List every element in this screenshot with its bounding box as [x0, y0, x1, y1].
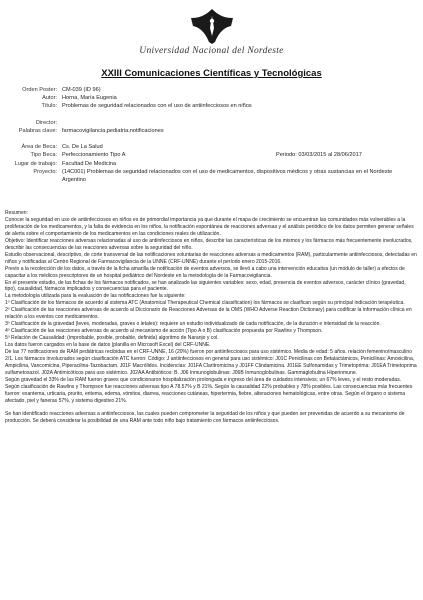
abstract-paragraph: Los datos fueron cargados en la base de datos (planilla en Microsoft Excel) del CRF-UNNE. — [5, 342, 211, 349]
meta-autor: Autor: Horna, María Eugenia — [42, 95, 117, 102]
abstract-paragraph: Objetivo: Identificar reacciones adversas relacionadas al uso de antiinfecciosos en niños, describir las características de los mismos y los fármacos más frecuentemente involucrados, describir las consecuencias de las reacciones adversas sobre la seguridad del niño. — [5, 237, 413, 251]
abstract-paragraph: Previo a la recolección de los datos, a través de la ficha amarilla de notificación de eventos adversos, se llevó a cabo una intervención educativa (un módulo de taller) a efectos de capacitar a los médicos prescriptores de un hospital pediátrico del Nordeste en la metodología de la Farmacovigilancia. — [5, 265, 405, 279]
abstract-body — [5, 210, 417, 425]
abstract-paragraph: De las 77 notificaciones de RAM pediátricas recibidas en el CRF-UNNE, 16 (20%) fueron por antiinfecciosos para uso sistémico. Media de edad: 5 años. relación femenino/masculino 2/1. Los fármacos involucrados según clasificación ATC fueron: Código: J antiinfecciosos en general para uso sistémico: J01C Penicilinas con Betalactámicos, Penicilinas: Amoxicilina, Ampicilina, Vancomicina, Piperacilina-Tazobactam. J01F Macrólidos. Incidencias: J01FA Claritromicina y J01FF Clindamicina. J01EE Sulfonamidas y Trimetoprima: J01EA Trimetoprima sulfametoxazol. J02A Antimicóticos para uso sistémico. J02AA Antibióticos: B. J06 Inmunoglobulinas: J06B Inmunoglobulinas. Gammaglobulina Hiperinmune. — [5, 349, 417, 376]
abstract-paragraph: 5º Relación de Causalidad: (improbable, posible, probable, definida) algoritmo de Naranjo y col. — [5, 335, 219, 342]
abstract-paragraph: Estudio observacional, descriptivo, de corte transversal de las notificaciones voluntarias de reacciones adversas a medicamentos (RAM), particularmente antiinfecciosos, detectadas en niños y notificadas al Centro Regional de Farmacovigilancia de la UNNE (CRF-UNNE) durante el período enero 2015-2016. — [5, 251, 417, 265]
abstract-heading: Resumen: — [5, 210, 29, 216]
conference-title: XXIII Comunicaciones Científicas y Tecnológicas — [101, 68, 322, 79]
meta-palabras: Palabras clave: farmacovigilancia,pediatria,notificaciones — [18, 127, 164, 134]
university-name: Universidad Nacional del Nordeste — [139, 46, 284, 56]
abstract-paragraph: 4º Clasificación de las reacciones adversas de acuerdo al mecanismo de acción (Tipo A o B) clasificación propuesta por Rawlins y Thompson. — [5, 328, 323, 335]
abstract-paragraph: 3º Clasificación de la gravedad (leves, moderadas, graves o letales): requiere un estudio individualizado de cada notificación, de la duración e intensidad de la reacción. — [5, 321, 381, 328]
abstract-paragraph: Conocer la seguridad en uso de antiinfecciosos en niños es de primordial importancia ya que durante el mapa de crecimiento se encuentran las comunidades más vulnerables a la proliferación de los medicamentos, y la falta de evidencia en los niños, la notificación espontánea de reacciones adversas y el análisis periódico de los datos permiten generar señales de alerta sobre el comportamiento de los medicamentos en las condiciones reales de utilización. — [5, 216, 414, 237]
abstract-paragraph: 1º Clasificación de los fármacos de acuerdo al sistema ATC (Anatomical Therapeutical Chemical classification) los fármacos se clasifican según su principal indicación terapéutica. — [5, 300, 405, 307]
university-emblem-icon — [185, 6, 239, 46]
abstract-paragraph: Se han identificado reacciones adversas a antiinfecciosos, las cuales pueden comprometer la seguridad de los niños y que pueden ser prevenidas de acuerdo a su mecanismo de producción. Se deberá considerar la posibilidad de una RAM ante todo niño bajo tratamiento con fármacos antiinfecciosos. — [5, 410, 405, 424]
meta-tipo: Tipo Beca: Perfeccionamiento Tipo A Periodo: 03/03/2015 al 28/06/2017 — [30, 152, 362, 159]
metadata-block — [0, 86, 423, 184]
meta-orden: Orden Poster: CM-039 (ID 96) — [22, 87, 101, 93]
abstract-paragraph: Según gravedad el 33% de las RAM fueron graves que condicionaron hospitalización prolongada e ingreso del área de cuidados intensivos; un 67% leves, y el resto moderadas. Según clasificación de Rawlins y Thompson fue reacciones adversas tipo A 78.57% y B 21%. Según la causalidad 22% probables y 78% posibles. Las consecuencias más frecuentes fueron: exantema, urticaria, prurito, eritema, edema, vómitos, diarrea, reacciones cutáneas, hipertermia, fiebre, alteraciones hematológicas, entre otras. Según el órgano o sistema afectado, piel y faneras 57%, y sistema digestivo 21%. — [5, 376, 413, 404]
meta-director: Director: — [35, 119, 57, 126]
meta-proyecto: Proyecto: (14C001) Problemas de seguridad relacionados con el uso de medicamentos, dispositivos médicos y otras sustancias en el Nordeste Argentino — [33, 168, 393, 183]
abstract-paragraph: La metodología utilizada para la evaluación de las notificaciones fue la siguiente: — [5, 293, 186, 300]
abstract-paragraph: En el presente estudio, de las fichas de los fármacos notificados, se han analizado las siguientes variables: sexo, edad, presencia de eventos adversos, carácter clínico (gravedad, tipo), causalidad, fármacos implicados y consecuencias para el paciente. — [5, 279, 406, 293]
meta-area: Área de Beca: Cs. De La Salud — [21, 144, 103, 151]
abstract-paragraph: 2º Clasificación de las reacciones adversas de acuerdo al Diccionario de Reacciones Adversas de la OMS (WHO Adverse Reaction Dictionary) para codificar la información clínica en relación a los eventos con medicamentos. — [5, 307, 412, 321]
meta-titulo: Título: Problemas de seguridad relacionados con el uso de antiinfecciosos en niños — [41, 103, 252, 110]
meta-lugar: Lugar de trabajo: Facultad De Medicina — [14, 160, 117, 167]
